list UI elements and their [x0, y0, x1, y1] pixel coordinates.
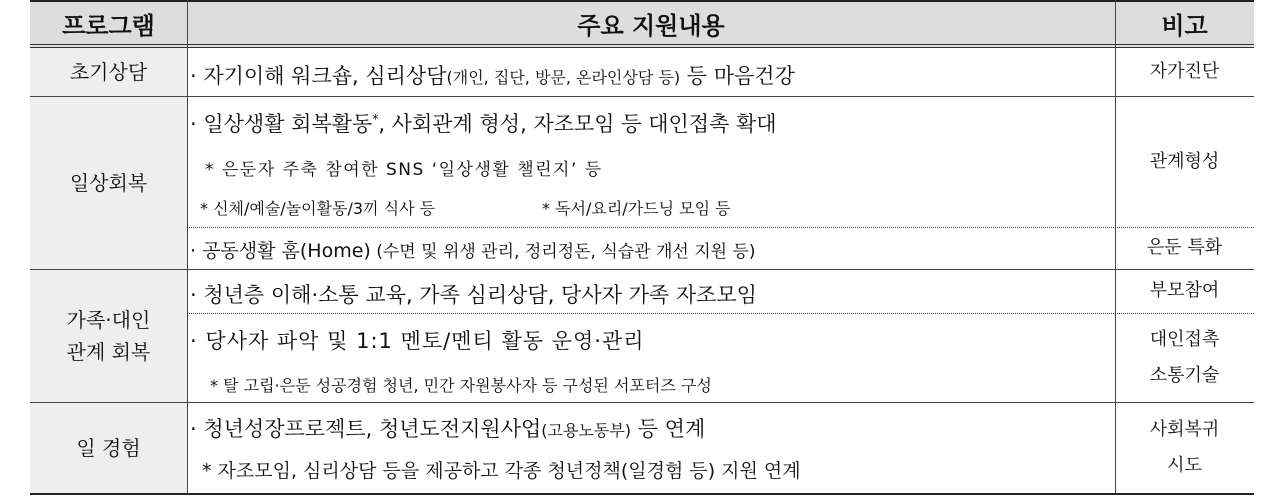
family-content-line2: · 당사자 파악 및 1:1 멘토/멘티 활동 운영·관리 [190, 329, 645, 353]
daily-content-line4 [190, 236, 756, 263]
category-family-line1: 가족·대인 [66, 307, 151, 332]
work-content-line2: * 자조모임, 심리상담 등을 제공하고 각종 청년정책(일경험 등) 지원 연계 [202, 460, 801, 482]
category-work-experience: 일 경험 [30, 402, 187, 493]
note-parent-participation: 부모참여 [1149, 280, 1220, 301]
row-divider [30, 96, 1254, 97]
daily-content-line3a: * 신체/예술/놀이활동/3끼 식사 등 [200, 199, 436, 218]
row-divider [30, 269, 1254, 270]
note-interpersonal-line2: 소통기술 [1149, 364, 1220, 386]
note-reclusive-specialized: 은둔 특화 [1146, 237, 1223, 258]
work-line1-detail: (고용노동부) [541, 421, 632, 440]
family-content-line3: * 탈 고립·은둔 성공경험 청년, 민간 자원봉사자 등 구성된 서포터즈 구성 [210, 376, 712, 395]
family-content-line1: · 청년층 이해·소통 교육, 가족 심리상담, 당사자 가족 자조모임 [190, 283, 757, 307]
note-social-return-line2: 시도 [1167, 454, 1202, 476]
column-divider [187, 0, 188, 494]
note-interpersonal-line1: 대인접촉 [1149, 328, 1220, 350]
table-bottom-border [30, 493, 1254, 495]
work-content-line1 [190, 413, 705, 443]
early-content-detail: (개인, 집단, 방문, 온라인상담 등) [446, 68, 681, 87]
early-content-line [190, 60, 795, 90]
category-family-relations [30, 269, 187, 402]
daily-content-line3b: * 독서/요리/가드닝 모임 등 [542, 199, 731, 218]
note-self-diagnosis: 자가진단 [1149, 61, 1220, 82]
early-content-end: 등 마음건강 [680, 64, 795, 88]
program-table [30, 0, 1254, 494]
header-note: 비고 [1115, 0, 1254, 48]
note-social-return-line1: 사회복귀 [1149, 418, 1220, 440]
note-social-return [1115, 402, 1254, 493]
daily-line1-footnote-mark: * [372, 112, 379, 126]
row-divider-dotted [187, 227, 1254, 228]
row-divider [30, 402, 1254, 403]
work-line1-main: · 청년성장프로젝트, 청년도전지원사업 [190, 417, 542, 441]
daily-line4-main: · 공동생활 홈(Home) [190, 240, 371, 262]
daily-line1-post: , 사회관계 형성, 자조모임 등 대인접촉 확대 [378, 112, 777, 136]
category-daily-recovery: 일상회복 [30, 96, 187, 269]
daily-line1-pre: · 일상생활 회복활동 [190, 112, 373, 136]
category-family-line2: 관계 회복 [66, 339, 151, 364]
note-relationship: 관계형성 [1149, 150, 1220, 172]
column-divider [1115, 0, 1116, 494]
daily-content-line1 [190, 108, 777, 138]
row-divider-dotted [187, 313, 1254, 314]
note-interpersonal [1115, 313, 1254, 402]
header-program: 프로그램 [30, 0, 187, 48]
work-line1-end: 등 연계 [631, 417, 706, 441]
early-content-main: · 자기이해 워크숍, 심리상담 [190, 64, 447, 88]
header-support-content: 주요 지원내용 [187, 0, 1115, 48]
category-early-counseling: 초기상담 [30, 48, 187, 96]
daily-content-line2: * 은둔자 주축 참여한 SNS ‘일상생활 챌린지’ 등 [205, 160, 603, 180]
daily-line4-detail: (수면 및 위생 관리, 정리정돈, 식습관 개선 지원 등) [370, 242, 756, 262]
